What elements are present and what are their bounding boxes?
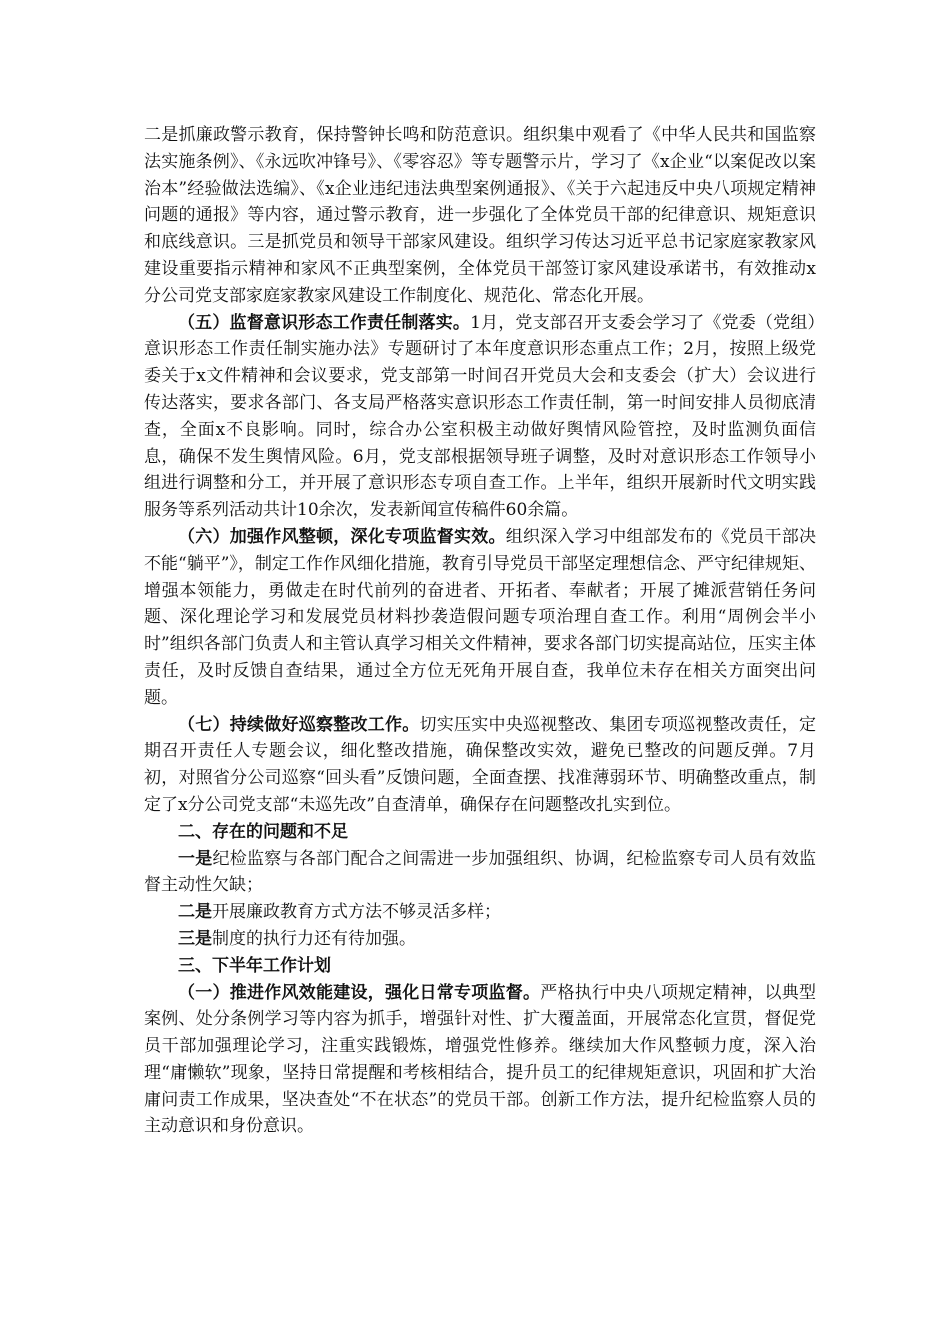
paragraph-ideology-responsibility xyxy=(144,310,816,524)
paragraph-problem-2 xyxy=(144,899,816,926)
paragraph-plan-1 xyxy=(144,980,816,1141)
paragraph-problem-1 xyxy=(144,846,816,900)
paragraph-inspection-rectification xyxy=(144,712,816,819)
paragraph-body: 组织深入学习中组部发布的《党员干部决不能“躺平”》，制定工作作风细化措施，教育引导党员干部坚定理想信念、严守纪律规矩、增强本领能力，勇做走在时代前列的奋进者、开拓者、奉献者；开展了摊派营销任务问题、深化理论学习和发展党员材料抄袭造假问题专项治理自查工作。利用“周例会半小时”组织各部门负责人和主管认真学习相关文件精神，要求各部门切实提高站位，压实主体责任，及时反馈自查结果，通过全方位无死角开展自查，我单位未存在相关方面突出问题。 xyxy=(144,526,816,708)
paragraph-lead: 一是 xyxy=(178,848,213,869)
section-heading-plan: 三、下半年工作计划 xyxy=(178,955,331,976)
document-page xyxy=(144,122,816,1140)
paragraph-lead: 三是 xyxy=(178,928,212,949)
paragraph-body: 1月，党支部召开支委会学习了《党委（党组）意识形态工作责任制实施办法》专题研讨了本年度意识形态重点工作；2月，按照上级党委关于x文件精神和会议要求，党支部第一时间召开党员大会和支委会（扩大）会议进行传达落实，要求各部门、各支局严格落实意识形态工作责任制，第一时间安排人员彻底清查，全面x不良影响。同时，综合办公室积极主动做好舆情风险管控，及时监测负面信息，确保不发生舆情风险。6月，党支部根据领导班子调整，及时对意识形态工作领导小组进行调整和分工，并开展了意识形态专项自查工作。上半年，组织开展新时代文明实践服务等系列活动共计10余次，发表新闻宣传稿件60余篇。 xyxy=(144,312,816,521)
paragraph-lead: （一）推进作风效能建设，强化日常专项监督。 xyxy=(178,982,541,1003)
paragraph-lead: （六）加强作风整顿，深化专项监督实效。 xyxy=(178,526,506,547)
paragraph-body: 开展廉政教育方式方法不够灵活多样； xyxy=(212,902,501,923)
section-heading-problems: 二、存在的问题和不足 xyxy=(178,821,348,842)
paragraph-lead: （七）持续做好巡察整改工作。 xyxy=(178,714,420,735)
paragraph-body: 切实压实中央巡视整改、集团专项巡视整改责任，定期召开责任人专题会议，细化整改措施，确保整改实效，避免已整改的问题反弹。7月初，对照省分公司巡察“回头看”反馈问题，全面查摆、找准薄弱环节、明确整改重点，制定了x分公司党支部“未巡先改”自查清单，确保存在问题整改扎实到位。 xyxy=(144,714,816,815)
paragraph-body: 制度的执行力还有待加强。 xyxy=(212,928,416,949)
paragraph-body: 严格执行中央八项规定精神，以典型案例、处分条例学习等内容为抓手，增强针对性、扩大覆盖面，开展常态化宣贯，督促党员干部加强理论学习，注重实践锻炼，增强党性修养。继续加大作风整顿力度，深入治理“庸懒软”现象，坚持日常提醒和考核相结合，提升员工的纪律规矩意识，巩固和扩大治庸问责工作成果，坚决查处“不在状态”的党员干部。创新工作方法，提升纪检监察人员的主动意识和身份意识。 xyxy=(144,982,816,1137)
paragraph-problem-3 xyxy=(144,926,816,953)
paragraph-lead: 二是 xyxy=(178,902,212,923)
paragraph-body: 纪检监察与各部门配合之间需进一步加强组织、协调，纪检监察专司人员有效监督主动性欠缺； xyxy=(144,848,816,896)
paragraph-warning-education: 二是抓廉政警示教育，保持警钟长鸣和防范意识。组织集中观看了《中华人民共和国监察法实施条例》、《永远吹冲锋号》、《零容忍》等专题警示片，学习了《x企业“以案促改以案治本”经验做法选编》、《x企业违纪违法典型案例通报》、《关于六起违反中央八项规定精神问题的通报》等内容，通过警示教育，进一步强化了全体党员干部的纪律意识、规矩意识和底线意识。三是抓党员和领导干部家风建设。组织学习传达习近平总书记家庭家教家风建设重要指示精神和家风不正典型案例，全体党员干部签订家风建设承诺书，有效推动x分公司党支部家庭家教家风建设工作制度化、规范化、常态化开展。 xyxy=(144,125,816,306)
paragraph-lead: （五）监督意识形态工作责任制落实。 xyxy=(178,312,471,333)
paragraph-work-style xyxy=(144,524,816,712)
